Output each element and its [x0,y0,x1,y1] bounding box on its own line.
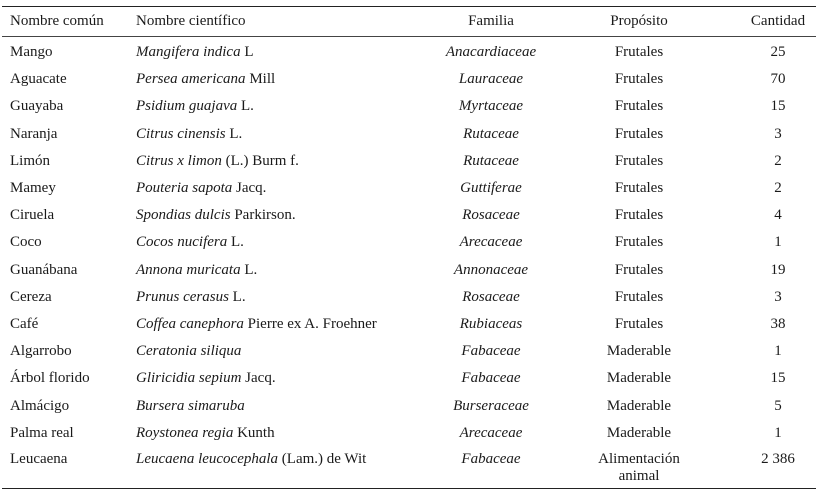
quantity-cell: 15 [770,370,786,387]
header-common-name: Nombre común [10,13,104,29]
family-cell: Rosaceae [462,288,520,305]
scientific-authority: Mill [245,71,276,88]
scientific-binomial: Gliricidia sepium [136,370,242,387]
common-name-cell: Mamey [10,180,56,197]
scientific-name-cell [128,93,418,120]
family-cell: Myrtaceae [458,98,524,115]
table-row [2,392,816,419]
scientific-name-cell [128,66,418,93]
header-row [2,7,816,37]
common-name-cell: Guayaba [10,98,64,115]
common-name-cell: Palma real [10,424,74,441]
quantity-cell: 1 [774,234,782,251]
table-row [2,66,816,93]
common-name-cell: Cereza [10,288,52,305]
scientific-name-cell [128,229,418,256]
common-name-cell: Ciruela [10,207,55,224]
quantity-cell: 1 [774,343,782,360]
purpose-cell: Frutales [614,152,664,169]
table-row [2,420,816,447]
family-cell: Annonaceae [453,261,529,278]
scientific-name-cell [128,338,418,365]
table-row [2,175,816,202]
scientific-binomial: Leucaena leucocephala [136,450,279,467]
purpose-cell: Maderable [606,424,672,441]
family-cell: Rubiaceas [459,315,523,332]
purpose-cell: Frutales [614,288,664,305]
header-family: Familia [468,13,514,29]
quantity-cell: 38 [770,315,786,332]
quantity-cell: 70 [770,71,786,88]
header-quantity: Cantidad [750,13,806,29]
table-row [2,311,816,338]
table-header [2,7,816,37]
family-cell: Arecaceae [459,424,523,441]
common-name-cell: Almácigo [10,397,70,414]
purpose-cell: Frutales [614,98,664,115]
common-name-cell: Café [10,315,39,332]
scientific-name-cell [128,37,418,67]
common-name-cell: Árbol florido [10,370,90,387]
quantity-cell: 2 [774,152,782,169]
scientific-authority: L [240,44,254,61]
quantity-cell: 25 [770,44,786,61]
common-name-cell: Aguacate [10,71,67,88]
purpose-cell: Frutales [614,180,664,197]
scientific-name-cell [128,365,418,392]
table-row [2,447,816,489]
family-cell: Fabaceae [461,450,521,467]
family-cell: Arecaceae [459,234,523,251]
scientific-binomial: Citrus cinensis [136,125,226,142]
scientific-binomial: Mangifera indica [136,44,241,61]
header-scientific-name: Nombre científico [136,13,246,29]
scientific-binomial: Citrus x limon [136,152,222,169]
family-cell: Rutaceae [463,152,519,169]
scientific-binomial: Roystonea regia [136,424,234,441]
scientific-binomial: Cocos nucifera [136,234,228,251]
scientific-binomial: Annona muricata [136,261,241,278]
table-row [2,284,816,311]
table-row [2,37,816,67]
common-name-cell: Algarrobo [10,343,72,360]
species-table-container [2,6,816,489]
purpose-cell: Frutales [614,261,664,278]
scientific-binomial: Persea americana [136,71,246,88]
quantity-cell: 3 [774,288,782,305]
scientific-binomial: Ceratonia siliqua [136,343,242,360]
common-name-cell: Limón [10,152,50,169]
scientific-binomial: Prunus cerasus [136,288,229,305]
purpose-cell: Maderable [606,397,672,414]
quantity-cell: 2 [774,180,782,197]
scientific-authority: Jacq. [241,370,276,387]
scientific-name-cell [128,284,418,311]
scientific-name-cell [128,202,418,229]
scientific-authority: L. [237,98,254,115]
purpose-cell: Frutales [614,207,664,224]
purpose-cell: Frutales [614,125,664,142]
quantity-cell: 2 386 [761,450,795,467]
table-row [2,121,816,148]
table-row [2,257,816,284]
scientific-binomial: Bursera simaruba [136,397,245,414]
table-row [2,229,816,256]
scientific-authority: L. [225,125,243,142]
family-cell: Guttiferae [460,180,522,197]
scientific-name-cell [128,148,418,175]
scientific-name-cell [128,121,418,148]
purpose-cell: Maderable [606,370,672,387]
scientific-name-cell [128,311,418,338]
table-body [2,37,816,489]
purpose-cell: Frutales [614,315,664,332]
table-row [2,148,816,175]
quantity-cell: 15 [770,98,786,115]
family-cell: Anacardiaceae [445,44,537,61]
scientific-name-cell [128,392,418,419]
family-cell: Rosaceae [462,207,520,224]
family-cell: Burseraceae [453,397,529,414]
table-row [2,365,816,392]
scientific-authority: Pierre ex A. Froehner [243,315,377,332]
table-row [2,202,816,229]
purpose-cell: Frutales [614,71,664,88]
common-name-cell: Coco [10,234,42,251]
table-row [2,93,816,120]
scientific-name-cell [128,447,418,489]
scientific-binomial: Psidium guajava [136,98,238,115]
common-name-cell: Leucaena [10,450,68,467]
quantity-cell: 4 [774,207,782,224]
purpose-cell: Frutales [614,44,664,61]
scientific-authority: L. [227,234,244,251]
table-row [2,338,816,365]
scientific-binomial: Spondias dulcis [136,207,231,224]
species-table [2,6,816,489]
common-name-cell: Naranja [10,125,58,142]
scientific-authority: (Lam.) de Wit [278,450,367,467]
scientific-authority: Parkirson. [230,207,296,224]
common-name-cell: Guanábana [10,261,78,278]
scientific-name-cell [128,175,418,202]
purpose-cell: Maderable [606,343,672,360]
family-cell: Rutaceae [463,125,519,142]
quantity-cell: 5 [774,397,782,414]
scientific-name-cell [128,420,418,447]
scientific-binomial: Coffea canephora [136,315,244,332]
quantity-cell: 19 [770,261,786,278]
quantity-cell: 1 [774,424,782,441]
common-name-cell: Mango [10,44,53,61]
family-cell: Fabaceae [461,370,521,387]
scientific-authority: (L.) Burm f. [221,152,299,169]
scientific-authority: L. [228,288,246,305]
family-cell: Fabaceae [461,343,521,360]
scientific-authority: Jacq. [232,180,267,197]
scientific-authority: Kunth [233,424,275,441]
header-purpose: Propósito [610,13,668,29]
quantity-cell: 3 [774,125,782,142]
scientific-authority: L. [240,261,258,278]
purpose-cell: Alimentación animal [598,450,680,484]
scientific-name-cell [128,257,418,284]
scientific-binomial: Pouteria sapota [136,180,233,197]
family-cell: Lauraceae [458,71,524,88]
purpose-cell: Frutales [614,234,664,251]
